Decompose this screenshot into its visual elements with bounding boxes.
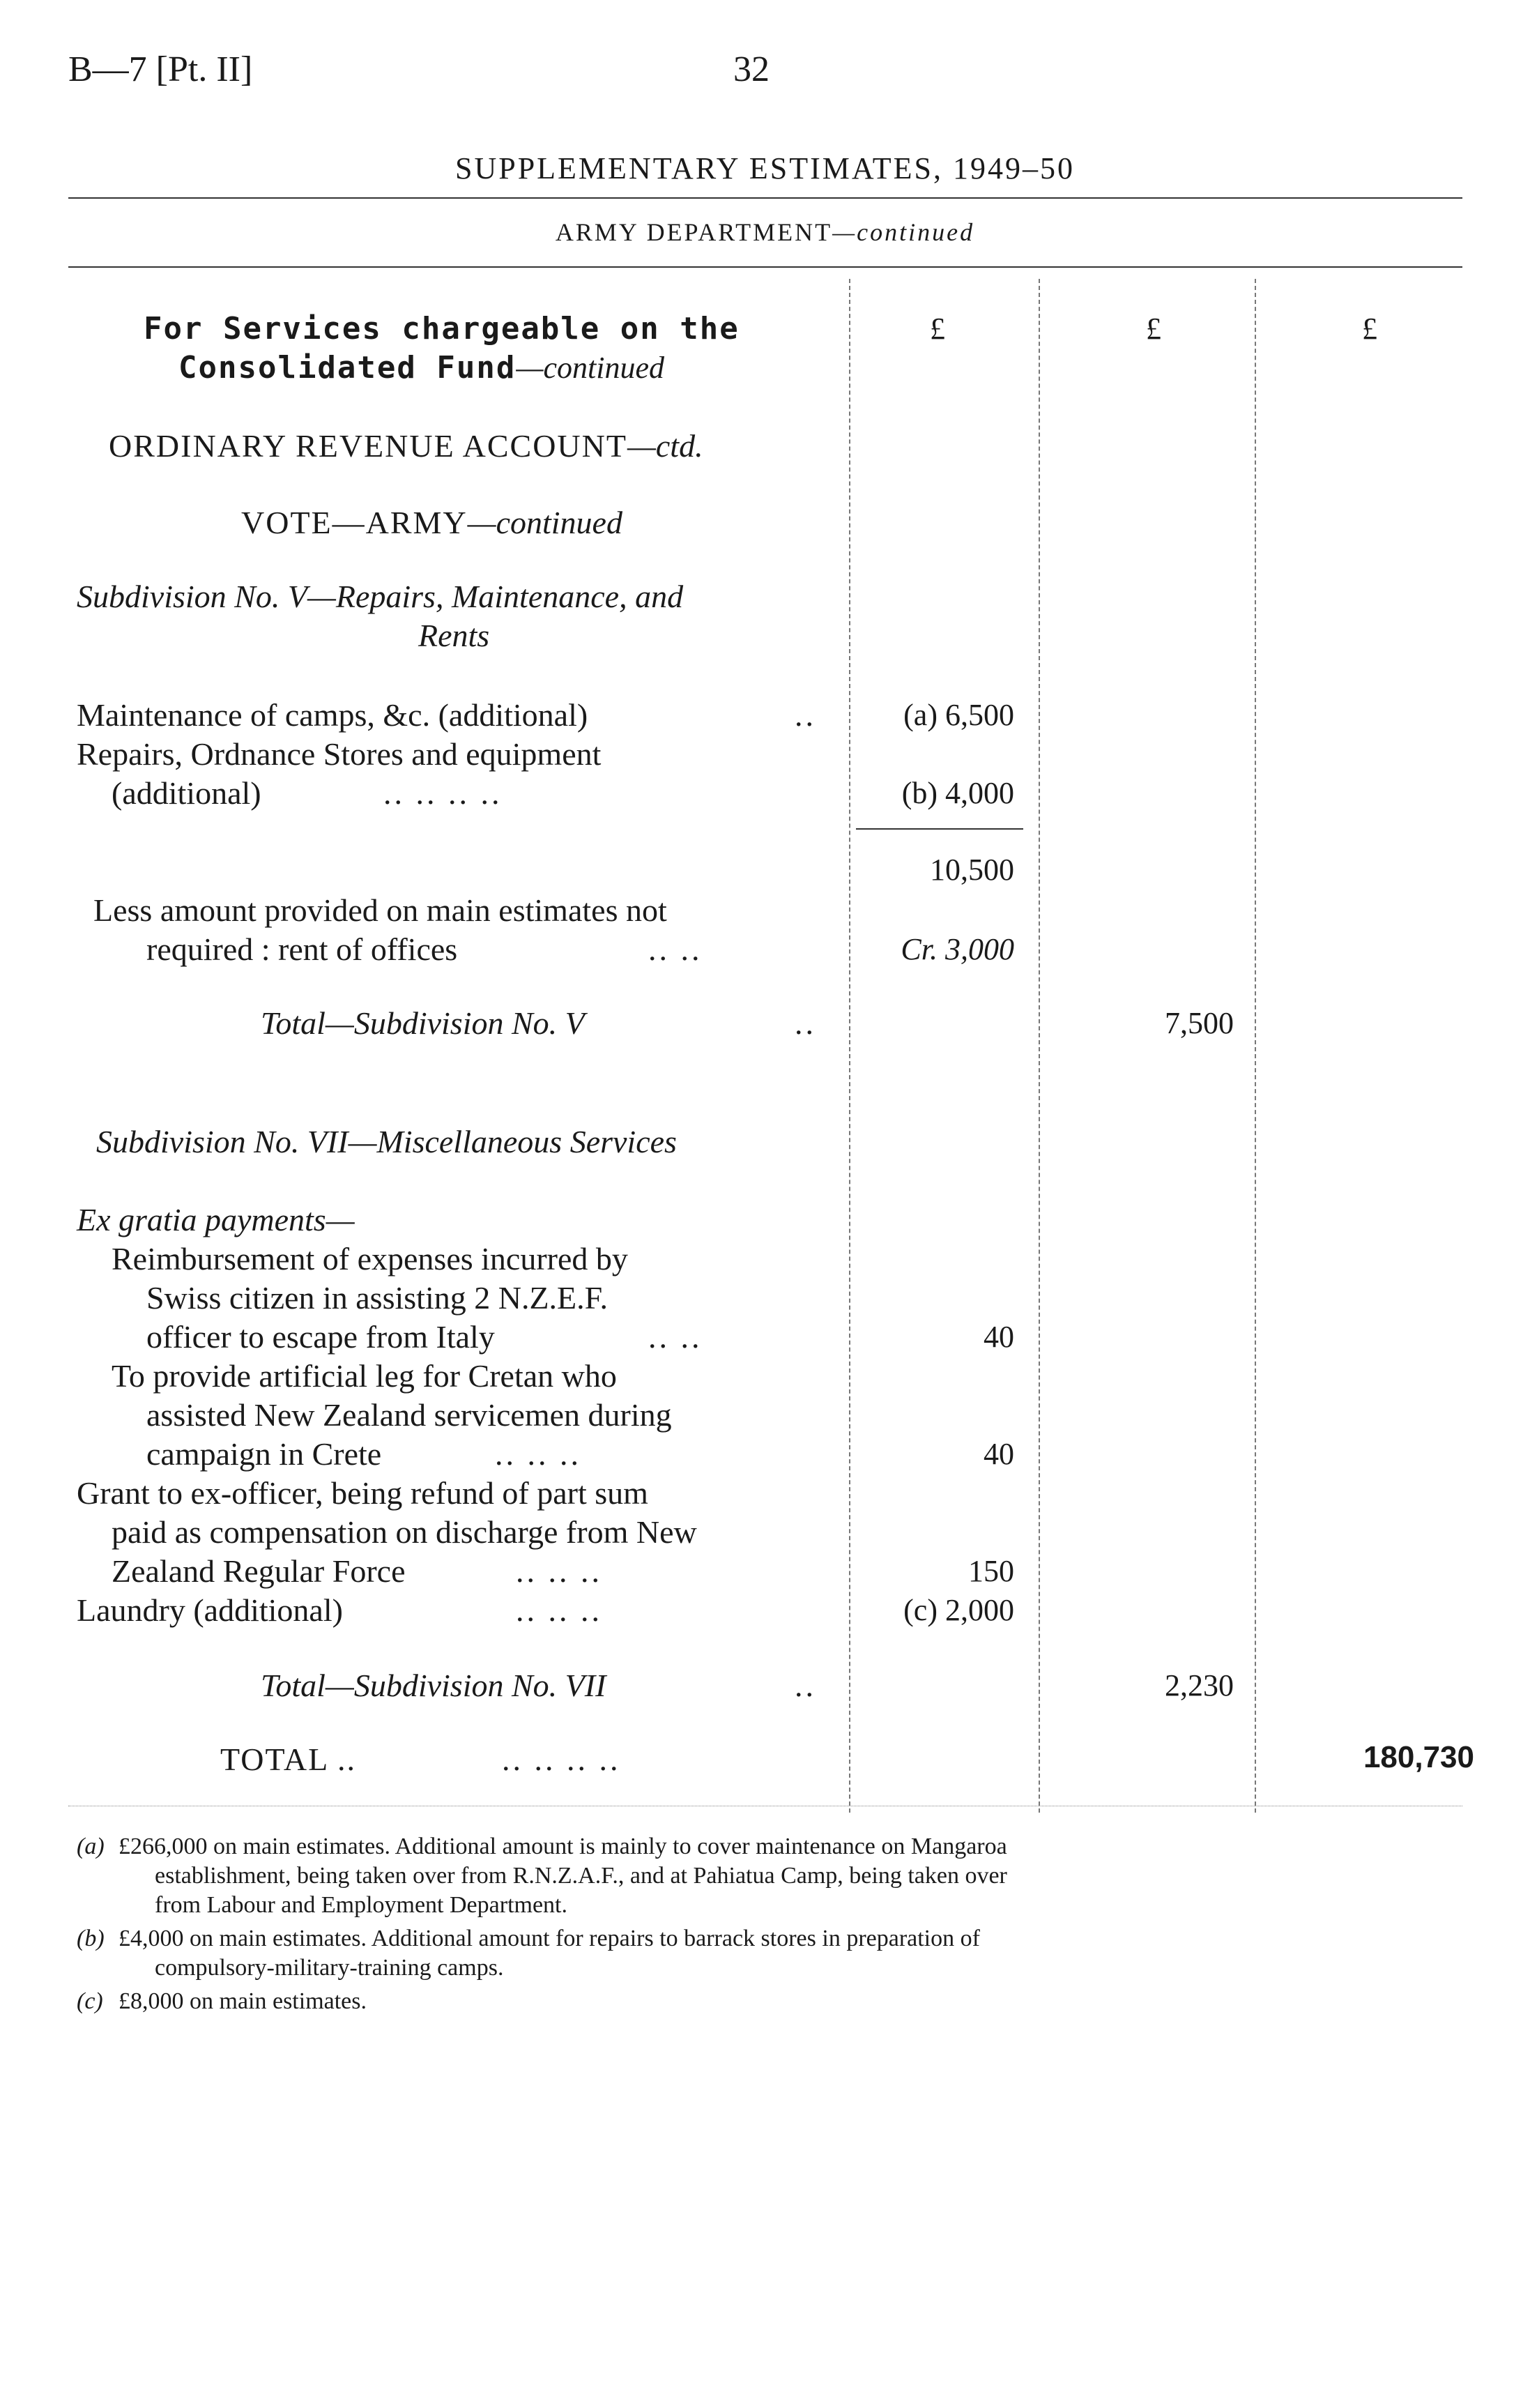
services-heading-suffix: —continued bbox=[516, 351, 664, 385]
title-rule bbox=[68, 197, 1462, 199]
grant-item-line2: paid as compensation on discharge from New bbox=[112, 1514, 697, 1550]
ex-gratia-item-reimbursement-line2: Swiss citizen in assisting 2 N.Z.E.F. bbox=[146, 1280, 609, 1316]
account-heading bbox=[109, 427, 703, 466]
subdivision-v-less-dots: .. .. bbox=[648, 931, 703, 967]
subdivision-v-less-line2: required : rent of offices bbox=[146, 931, 458, 967]
subdivision-v-total-dots: .. bbox=[795, 1005, 816, 1041]
ex-gratia-item-artificial-leg-line2: assisted New Zealand servicemen during bbox=[146, 1397, 672, 1433]
laundry-item: Laundry (additional) bbox=[77, 1592, 343, 1628]
grant-item-dots: .. .. .. bbox=[516, 1553, 602, 1589]
footnote-a-mark: (a) bbox=[77, 1834, 105, 1859]
footnote-c-line1: £8,000 on main estimates. bbox=[118, 1988, 367, 2014]
services-heading-line2 bbox=[178, 350, 664, 386]
subdivision-v-item-maintenance-dots: .. bbox=[795, 697, 816, 733]
column-divider-3 bbox=[1255, 279, 1256, 1813]
subdivision-v-less-value: Cr. 3,000 bbox=[901, 932, 1014, 966]
subdivision-v-total-value: 7,500 bbox=[1165, 1006, 1234, 1040]
ex-gratia-item-artificial-leg-line3: campaign in Crete bbox=[146, 1436, 382, 1472]
vote-heading bbox=[241, 503, 622, 542]
ex-gratia-item-reimbursement-dots: .. .. bbox=[648, 1319, 703, 1355]
account-heading-suffix: —ctd. bbox=[627, 428, 703, 464]
services-heading-line1: For Services chargeable on the bbox=[144, 311, 740, 346]
footnote-b-line1: £4,000 on main estimates. Additional amount for repairs to barrack stores in preparation of bbox=[118, 1926, 980, 1951]
subdivision-vii-heading: Subdivision No. VII—Miscellaneous Services bbox=[96, 1124, 677, 1159]
footnote-a-line1: £266,000 on main estimates. Additional amount is mainly to cover maintenance on Mangaroa bbox=[118, 1834, 1007, 1859]
column-3-currency: £ bbox=[1362, 312, 1377, 346]
department-name: ARMY DEPARTMENT bbox=[555, 218, 833, 246]
grant-item-line3: Zealand Regular Force bbox=[112, 1553, 406, 1589]
subdivision-v-item-repairs-value: (b) 4,000 bbox=[901, 776, 1014, 810]
account-heading-text: ORDINARY REVENUE ACCOUNT bbox=[109, 428, 627, 464]
grand-total-dots: .. .. .. .. bbox=[502, 1742, 621, 1777]
subdivision-v-subtotal: 10,500 bbox=[930, 853, 1014, 887]
subdivision-vii-total-value: 2,230 bbox=[1165, 1668, 1234, 1702]
ex-gratia-item-reimbursement-line1: Reimbursement of expenses incurred by bbox=[112, 1241, 628, 1277]
subdivision-vii-total-dots: .. bbox=[795, 1668, 816, 1703]
ex-gratia-item-artificial-leg-dots: .. .. .. bbox=[495, 1436, 581, 1472]
department-suffix: —continued bbox=[832, 218, 975, 246]
ex-gratia-heading: Ex gratia payments— bbox=[77, 1202, 355, 1237]
footnote-c-mark: (c) bbox=[77, 1988, 103, 2014]
subdivision-v-item-repairs-line1: Repairs, Ordnance Stores and equipment bbox=[77, 736, 602, 772]
page-title: SUPPLEMENTARY ESTIMATES, 1949–50 bbox=[454, 151, 1076, 185]
table-top-rule bbox=[68, 266, 1462, 268]
subdivision-v-item-maintenance: Maintenance of camps, &c. (additional) bbox=[77, 697, 588, 733]
grand-total-label: TOTAL .. bbox=[220, 1742, 357, 1777]
column-divider-2 bbox=[1039, 279, 1040, 1813]
subdivision-v-heading-line2: Rents bbox=[418, 618, 490, 653]
laundry-item-value: (c) 2,000 bbox=[903, 1593, 1014, 1627]
subdivision-v-less-line1: Less amount provided on main estimates not bbox=[93, 892, 667, 928]
footnote-b-mark: (b) bbox=[77, 1926, 105, 1951]
laundry-item-dots: .. .. .. bbox=[516, 1592, 602, 1628]
ex-gratia-item-artificial-leg-value: 40 bbox=[984, 1437, 1014, 1471]
ex-gratia-item-reimbursement-line3: officer to escape from Italy bbox=[146, 1319, 495, 1355]
grant-item-value: 150 bbox=[968, 1554, 1014, 1588]
subdivision-v-item-repairs-dots: .. .. .. .. bbox=[383, 775, 503, 811]
column-1-currency: £ bbox=[930, 312, 945, 346]
services-heading-fund: Consolidated Fund bbox=[178, 350, 517, 386]
grant-item-line1: Grant to ex-officer, being refund of part sum bbox=[77, 1475, 648, 1511]
vote-heading-suffix: —continued bbox=[467, 505, 622, 540]
subdivision-v-item-maintenance-value: (a) 6,500 bbox=[903, 698, 1014, 732]
column-divider-1 bbox=[849, 279, 850, 1813]
subdivision-v-item-repairs-line2: (additional) bbox=[112, 775, 261, 811]
subdivision-v-total-label: Total—Subdivision No. V bbox=[261, 1005, 585, 1041]
ex-gratia-item-artificial-leg-line1: To provide artificial leg for Cretan who bbox=[112, 1358, 617, 1394]
document-reference: B—7 [Pt. II] bbox=[68, 49, 253, 89]
page-number: 32 bbox=[733, 49, 770, 89]
subdivision-v-heading-line1: Subdivision No. V—Repairs, Maintenance, and bbox=[77, 579, 684, 614]
subdivision-vii-total-label: Total—Subdivision No. VII bbox=[261, 1668, 606, 1703]
column-2-currency: £ bbox=[1146, 312, 1161, 346]
grand-total-value: 180,730 bbox=[1363, 1740, 1474, 1774]
subtotal-rule bbox=[856, 828, 1023, 830]
ex-gratia-item-reimbursement-value: 40 bbox=[984, 1320, 1014, 1354]
footnote-a-line3: from Labour and Employment Department. bbox=[155, 1892, 567, 1918]
vote-heading-text: VOTE—ARMY bbox=[241, 505, 468, 540]
department-heading bbox=[0, 218, 1530, 247]
footnote-a-line2: establishment, being taken over from R.N.Z.A.F., and at Pahiatua Camp, being taken over bbox=[155, 1863, 1007, 1889]
footnote-b-line2: compulsory-military-training camps. bbox=[155, 1955, 504, 1981]
